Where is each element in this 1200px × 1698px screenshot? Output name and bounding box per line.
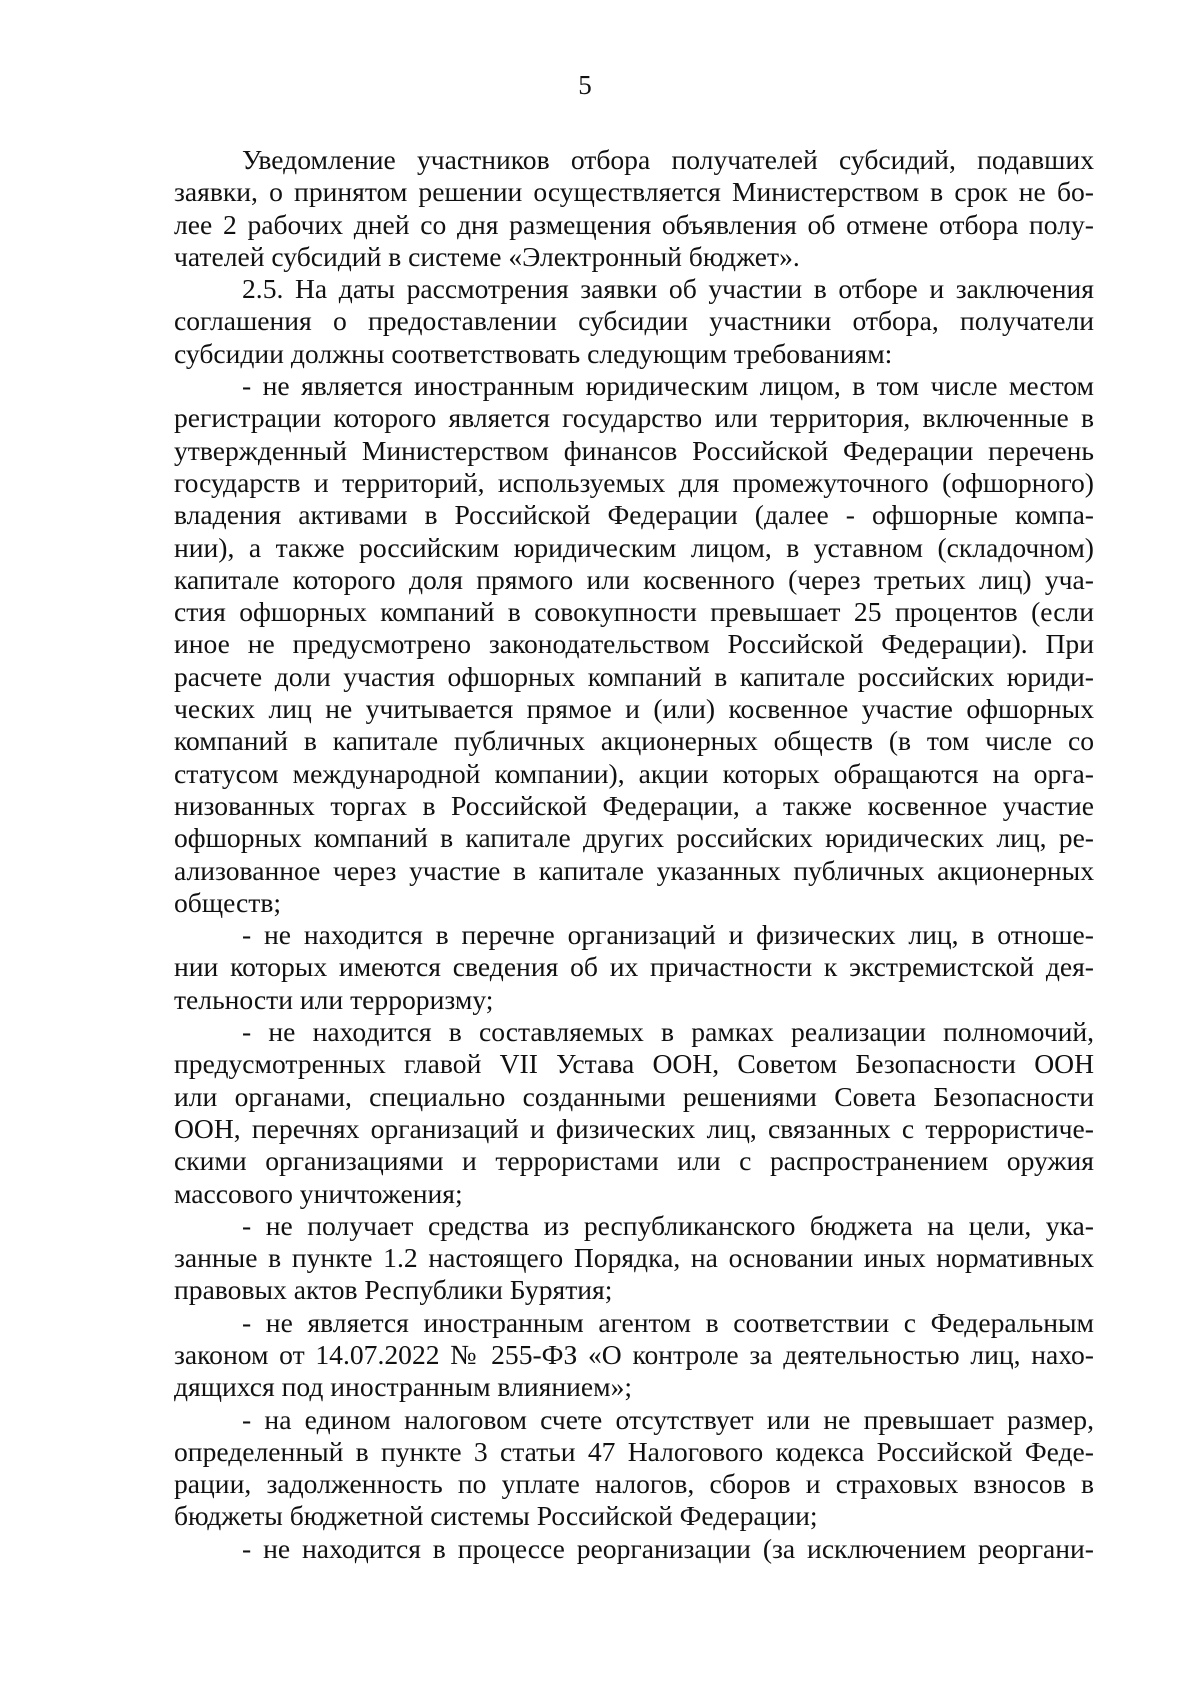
text-line: компаний в капитале публичных акционерных обществ (в том числе со [174, 725, 1094, 757]
text-line: обществ; [174, 886, 282, 918]
text-line: законом от 14.07.2022 № 255-ФЗ «О контроле за деятельностью лиц, нахо- [174, 1338, 1094, 1370]
text-line: - на едином налоговом счете отсутствует или не превышает размер, [242, 1403, 1094, 1435]
text-line: чателей субсидий в системе «Электронный бюджет». [174, 240, 800, 272]
paragraph-req-foreign-entity [174, 370, 1094, 919]
text-line: или органами, специально созданными решениями Совета Безопасности [174, 1080, 1094, 1112]
paragraph-req-reorganization [174, 1533, 1094, 1565]
text-line: рации, задолженность по уплате налогов, сборов и страховых взносов в [174, 1468, 1094, 1500]
text-line: - не получает средства из республиканского бюджета на цели, ука- [242, 1209, 1094, 1241]
text-line: лее 2 рабочих дней со дня размещения объявления об отмене отбора полу- [174, 208, 1094, 240]
text-line: капитале которого доля прямого или косвенного (через третьих лиц) уча- [174, 563, 1094, 595]
text-line: заявки, о принятом решении осуществляется Министерством в срок не бо- [174, 176, 1094, 208]
text-line: нии которых имеются сведения об их причастности к экстремистской дея- [174, 951, 1094, 983]
text-line: офшорных компаний в капитале других российских юридических лиц, ре- [174, 822, 1094, 854]
text-line: - не является иностранным юридическим лицом, в том числе местом [242, 370, 1094, 402]
text-line: определенный в пункте 3 статьи 47 Налогового кодекса Российской Феде- [174, 1435, 1094, 1467]
text-line: регистрации которого является государство или территория, включенные в [174, 402, 1094, 434]
text-line: ООН, перечнях организаций и физических лиц, связанных с террористиче- [174, 1112, 1094, 1144]
text-line: правовых актов Республики Бурятия; [174, 1274, 613, 1306]
text-line: стия офшорных компаний в совокупности превышает 25 процентов (если [174, 596, 1094, 628]
text-line: ализованное через участие в капитале указанных публичных акционерных [174, 854, 1094, 886]
paragraph-req-extremism-list [174, 919, 1094, 1016]
text-line: тельности или терроризму; [174, 983, 494, 1015]
text-line: утвержденный Министерством финансов Российской Федерации перечень [174, 434, 1094, 466]
text-line: - не находится в процессе реорганизации (за исключением реоргани- [242, 1532, 1094, 1564]
text-line: дящихся под иностранным влиянием»; [174, 1371, 633, 1403]
paragraph-req-foreign-agent [174, 1307, 1094, 1404]
text-line: занные в пункте 1.2 настоящего Порядка, на основании иных нормативных [174, 1242, 1094, 1274]
text-line: государств и территорий, используемых для промежуточного (офшорного) [174, 466, 1094, 498]
paragraph-clause-2-5 [174, 273, 1094, 370]
text-line: расчете доли участия офшорных компаний в капитале российских юриди- [174, 660, 1094, 692]
text-line: нии), а также российским юридическим лицом, в уставном (складочном) [174, 531, 1094, 563]
page-number: 5 [578, 70, 592, 100]
text-line: 2.5. На даты рассмотрения заявки об участии в отборе и заключения [242, 273, 1094, 305]
text-line: скими организациями и террористами или с распространением оружия [174, 1145, 1094, 1177]
document-body [174, 144, 1094, 1565]
text-line: Уведомление участников отбора получателей субсидий, подавших [242, 144, 1094, 175]
text-line: массового уничтожения; [174, 1177, 463, 1209]
text-line: статусом международной компании), акции которых обращаются на орга- [174, 757, 1094, 789]
paragraph-req-no-budget-funds [174, 1210, 1094, 1307]
text-line: ческих лиц не учитывается прямое и (или) косвенное участие офшорных [174, 693, 1094, 725]
paragraph-req-un-lists [174, 1016, 1094, 1210]
text-line: владения активами в Российской Федерации (далее - офшорные компа- [174, 499, 1094, 531]
text-line: субсидии должны соответствовать следующим требованиям: [174, 337, 893, 369]
text-line: - не находится в перечне организаций и физических лиц, в отноше- [242, 919, 1094, 951]
paragraph-req-tax-debt [174, 1404, 1094, 1533]
text-line: иное не предусмотрено законодательством Российской Федерации). При [174, 628, 1094, 660]
text-line: низованных торгах в Российской Федерации, а также косвенное участие [174, 789, 1094, 821]
text-line: предусмотренных главой VII Устава ООН, Советом Безопасности ООН [174, 1048, 1094, 1080]
text-line: соглашения о предоставлении субсидии участники отбора, получатели [174, 305, 1094, 337]
text-line: - не находится в составляемых в рамках реализации полномочий, [242, 1016, 1094, 1048]
paragraph-notice [174, 144, 1094, 273]
text-line: бюджеты бюджетной системы Российской Федерации; [174, 1500, 818, 1532]
text-line: - не является иностранным агентом в соответствии с Федеральным [242, 1306, 1094, 1338]
